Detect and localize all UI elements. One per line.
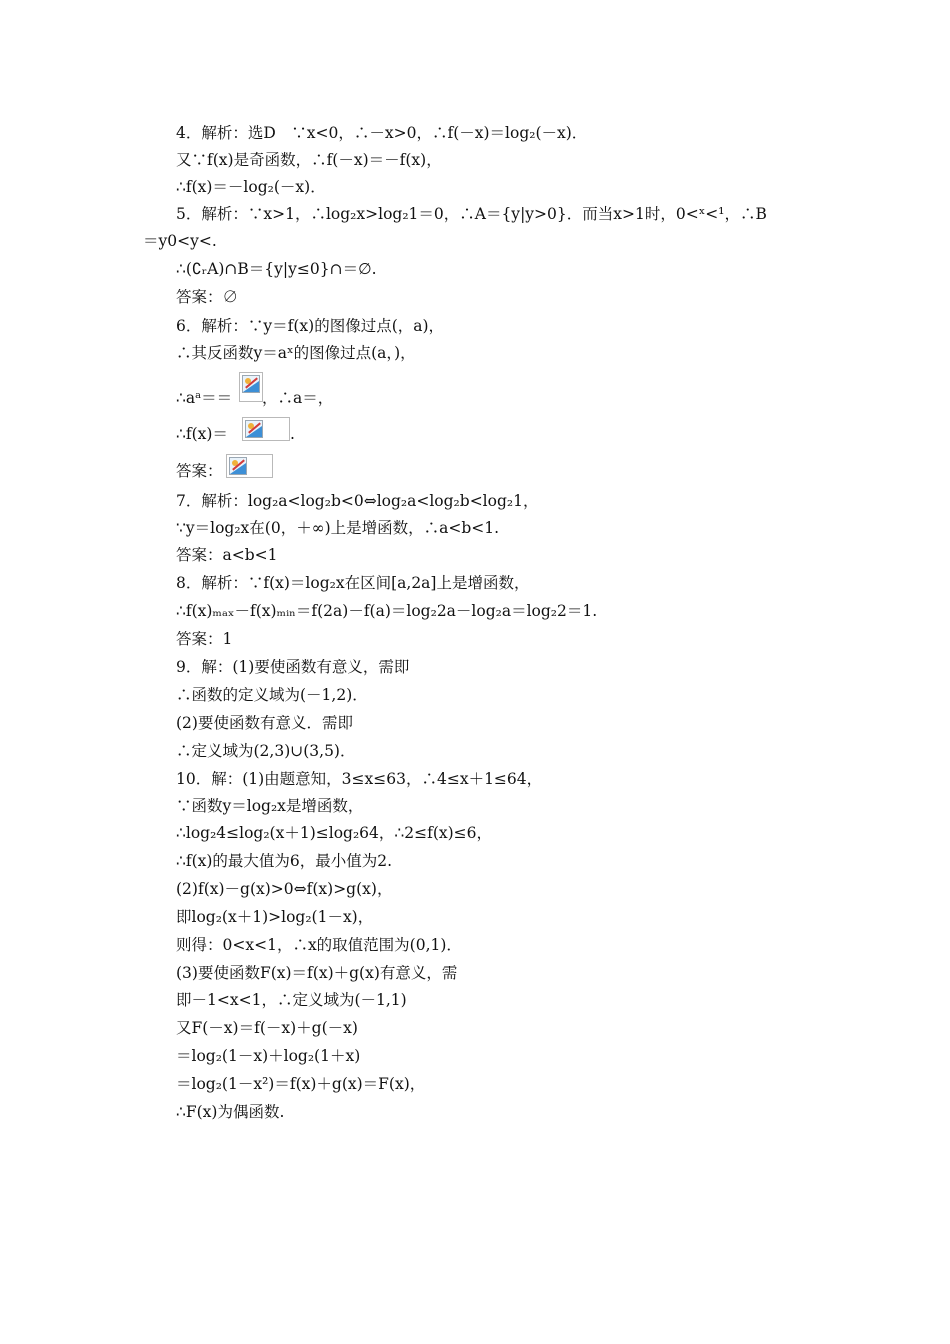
- text-line: 又F(－x)＝f(－x)＋g(－x): [176, 1019, 358, 1037]
- text-line: 10．解：(1)由题意知，3≤x≤63，∴4≤x＋1≤64，: [176, 770, 543, 788]
- text-line: ∴(∁ᵣA)∩B＝{y|y≤0}∩＝∅.: [176, 260, 377, 278]
- text-line: ∵函数y＝log₂x是增函数，: [176, 797, 364, 815]
- text-line: 答案：a<b<1: [176, 546, 278, 564]
- text-line: ＝log₂(1－x²)＝f(x)＋g(x)＝F(x)，: [176, 1075, 426, 1093]
- text-line: ∴f(x)＝: [176, 425, 228, 443]
- broken-image-icon: [239, 372, 263, 402]
- text-line: ，∴a＝，: [262, 389, 334, 407]
- text-line: 又∵f(x)是奇函数，∴f(－x)＝－f(x)，: [176, 151, 442, 169]
- text-line: 即－1<x<1，∴定义域为(－1,1): [176, 991, 407, 1009]
- text-line: ∴定义域为(2,3)∪(3,5)．: [176, 742, 356, 760]
- text-line: 7．解析：log₂a<log₂b<0⇔log₂a<log₂b<log₂1，: [176, 492, 539, 510]
- text-line: (2)要使函数有意义．需即: [176, 714, 353, 732]
- broken-image-icon: [242, 417, 290, 441]
- formula-image: [226, 454, 273, 478]
- text-line: 答案：: [176, 462, 223, 480]
- broken-image-icon: [226, 454, 273, 478]
- text-line: 6．解析：∵y＝f(x)的图像过点(，a)，: [176, 317, 445, 335]
- text-line: 9．解：(1)要使函数有意义，需即: [176, 658, 410, 676]
- text-line: 答案：∅: [176, 288, 239, 306]
- text-line: 5．解析：∵x>1，∴log₂x>log₂1＝0，∴A＝{y|y>0}．而当x>1时，0<ˣ<¹，∴B: [176, 205, 767, 223]
- text-line: ∴f(x)ₘₐₓ－f(x)ₘᵢₙ＝f(2a)－f(a)＝log₂2a－log₂a＝log₂2＝1.: [176, 602, 598, 620]
- text-line: ∴F(x)为偶函数.: [176, 1103, 285, 1121]
- text-line: ∴其反函数y＝aˣ的图像过点(a，)，: [176, 344, 416, 362]
- text-line: ＝log₂(1－x)＋log₂(1＋x): [176, 1047, 361, 1065]
- text-line: 答案：1: [176, 630, 233, 648]
- text-line: ∴log₂4≤log₂(x＋1)≤log₂64，∴2≤f(x)≤6，: [176, 824, 493, 842]
- text-line: (3)要使函数F(x)＝f(x)＋g(x)有意义，需: [176, 964, 458, 982]
- text-line: ∴f(x)的最大值为6，最小值为2.: [176, 852, 393, 870]
- formula-image: [242, 417, 290, 441]
- text-line: 8．解析：∵f(x)＝log₂x在区间[a,2a]上是增函数，: [176, 574, 530, 592]
- text-line: 则得：0<x<1，∴x的取值范围为(0,1)．: [176, 936, 462, 954]
- formula-image: [239, 372, 263, 402]
- text-line: 4．解析：选D ∵x<0，∴－x>0，∴f(－x)＝log₂(－x)．: [176, 124, 588, 142]
- text-line: ∵y＝log₂x在(0，＋∞)上是增函数，∴a<b<1.: [176, 519, 500, 537]
- text-line: ＝y0<y<.: [143, 232, 217, 250]
- text-line: (2)f(x)－g(x)>0⇔f(x)>g(x)，: [176, 880, 393, 898]
- text-line: ∴aᵃ＝＝: [176, 389, 233, 407]
- text-line: ∴函数的定义域为(－1,2)．: [176, 686, 368, 704]
- text-line: 即log₂(x＋1)>log₂(1－x)，: [176, 908, 374, 926]
- text-line: .: [290, 425, 295, 443]
- text-line: ∴f(x)＝－log₂(－x)．: [176, 178, 326, 196]
